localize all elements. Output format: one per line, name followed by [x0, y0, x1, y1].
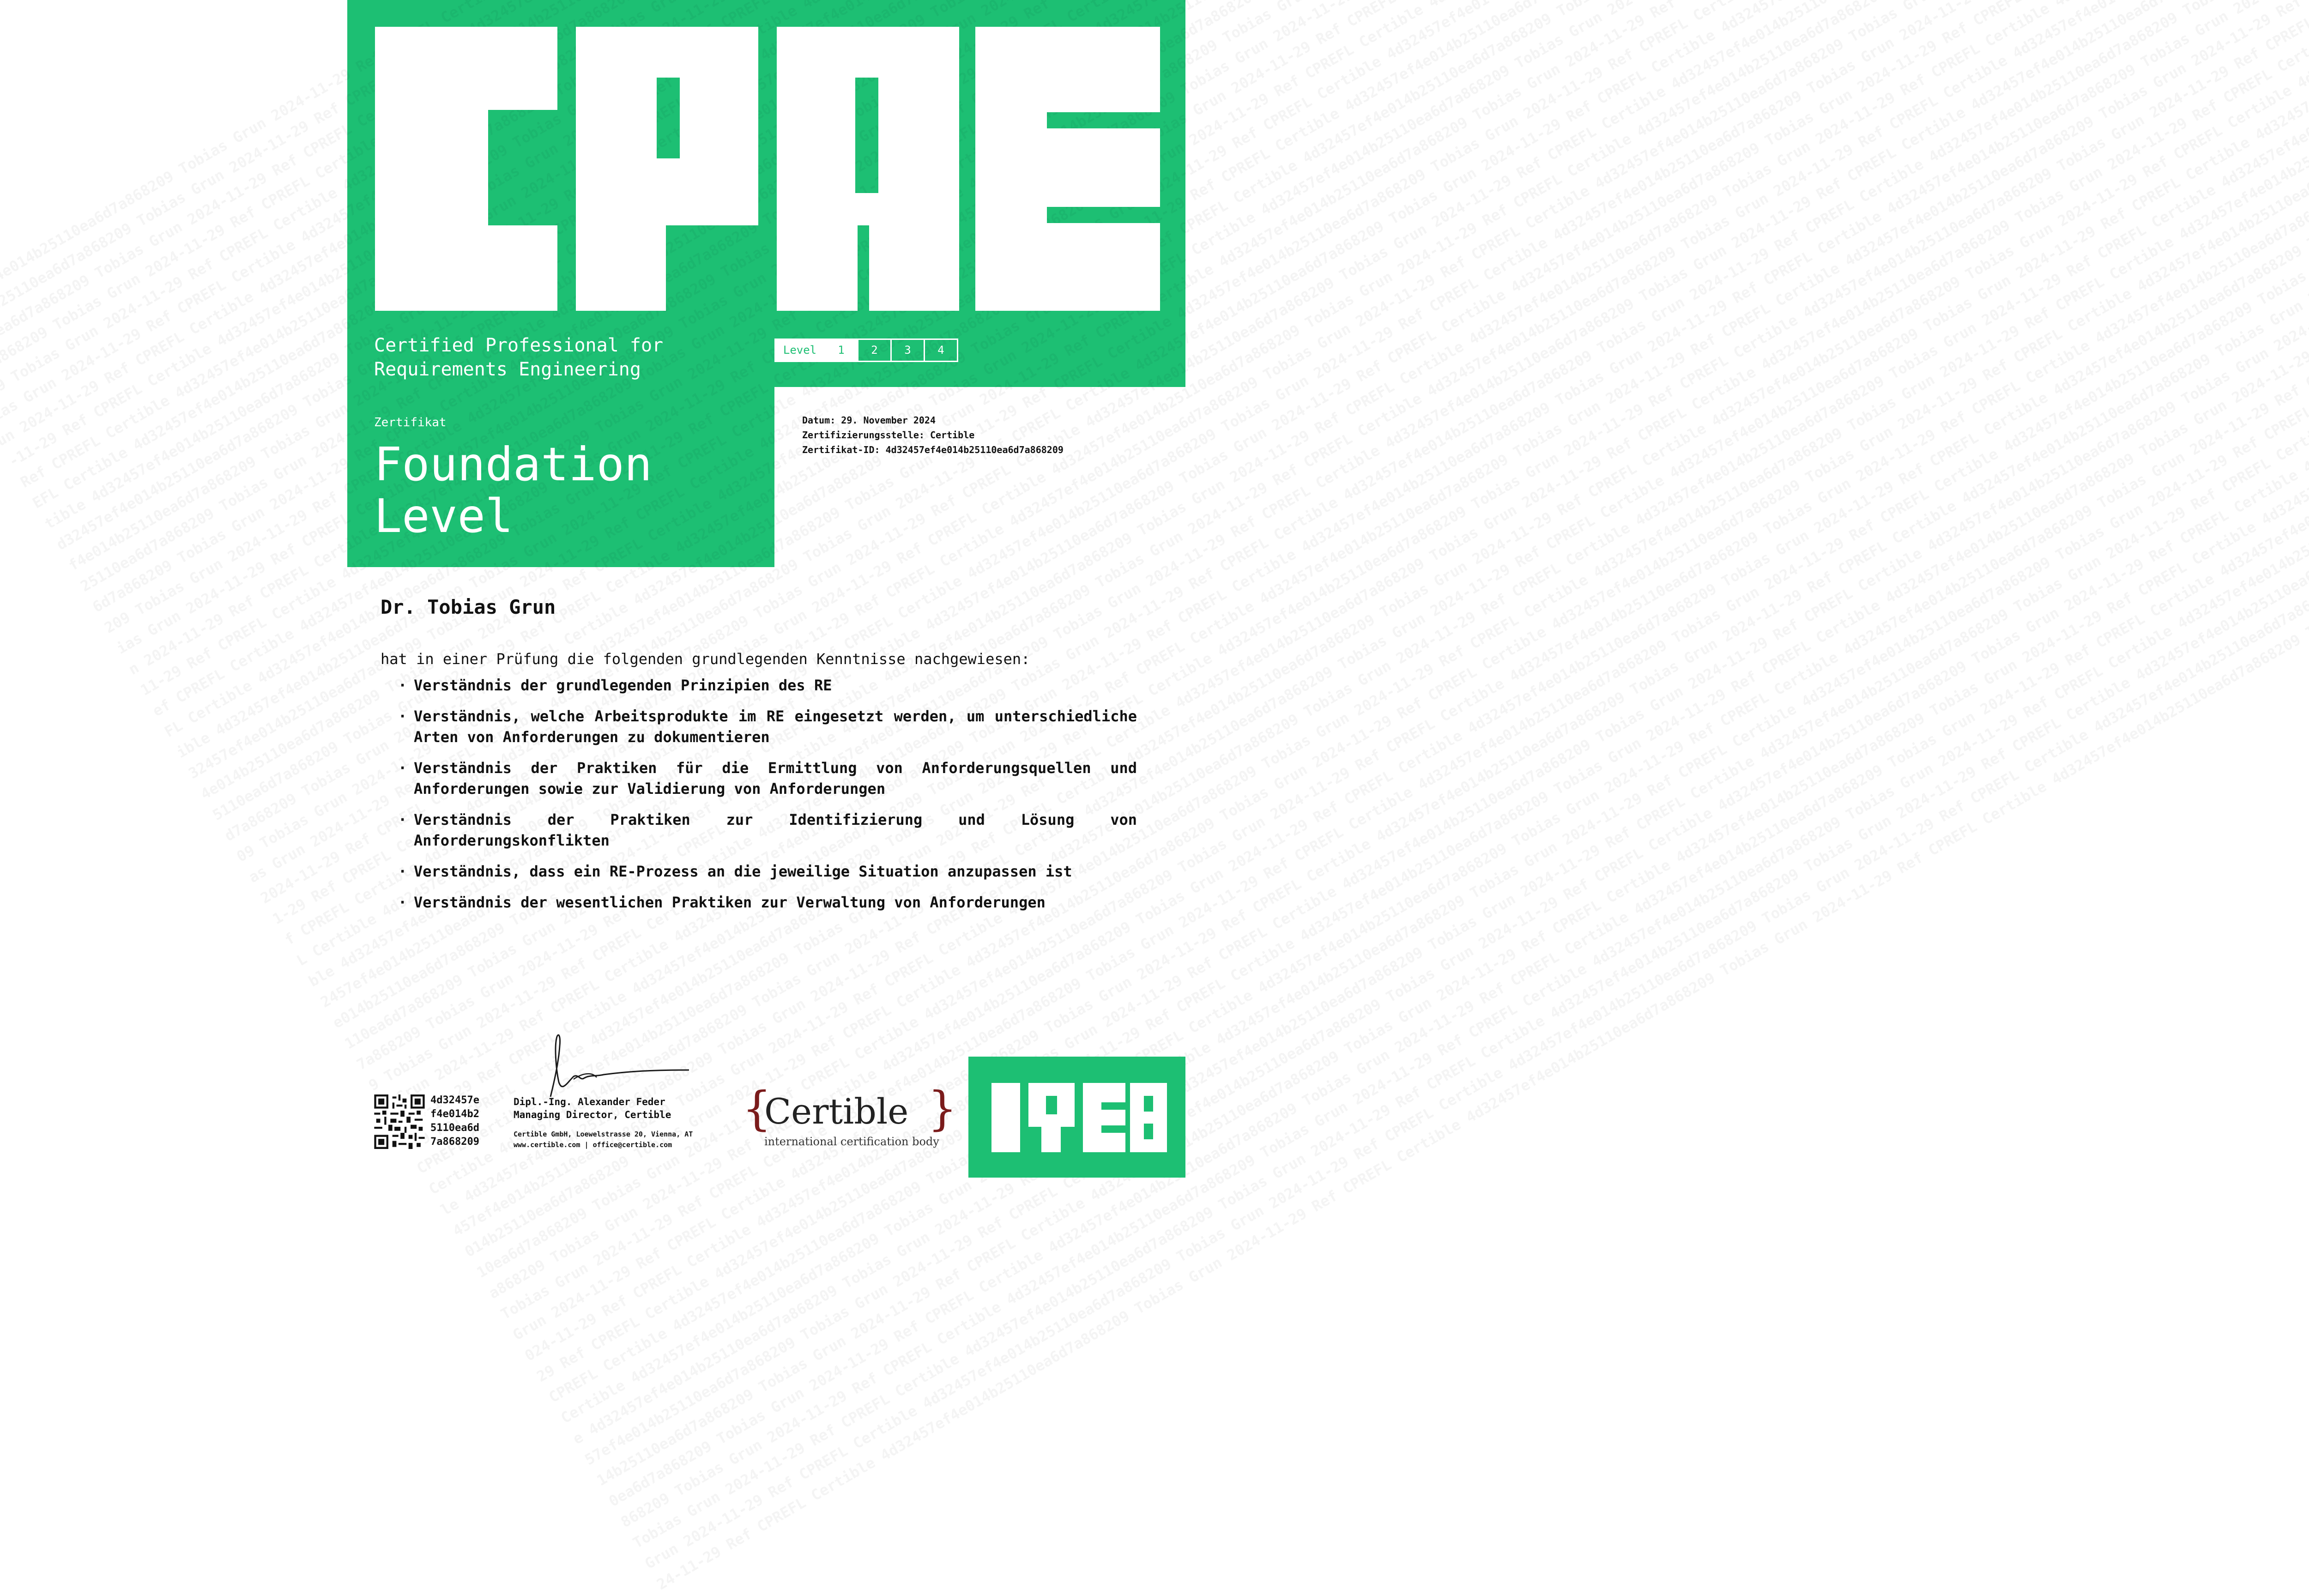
watermark-line [616, 913, 1668, 1534]
signer-block [514, 1095, 671, 1121]
certificate-title-line-2: Level [374, 489, 514, 543]
skills-list [398, 675, 1137, 923]
intro-text: hat in einer Prüfung die folgenden grundlegenden Kenntnisse nachgewiesen: [381, 650, 1030, 668]
certificate-title-line-1: Foundation [374, 437, 653, 491]
level-1: 1 [824, 340, 857, 361]
company-info [514, 1129, 693, 1150]
watermark-line [628, 933, 1680, 1554]
qr-id-line: 4d32457e [430, 1094, 479, 1106]
qr-id-line: f4e014b2 [430, 1108, 479, 1120]
qr-code-id [430, 1094, 479, 1149]
signer-role: Managing Director, Certible [514, 1109, 671, 1120]
watermark-line [640, 954, 1692, 1575]
certificate-title [374, 439, 743, 542]
company-address: Certible GmbH, Loewelstrasse 20, Vienna, AT [514, 1130, 693, 1138]
list-item [398, 861, 1137, 882]
certible-tagline: international certification body [764, 1135, 939, 1148]
level-4: 4 [924, 340, 957, 361]
skill-text: Verständnis, dass ein RE-Prozess an die jeweilige Situation anzupassen ist [414, 863, 1072, 880]
skill-text: Verständnis der grundlegenden Prinzipien des RE [414, 677, 832, 694]
qr-id-line: 7a868209 [430, 1136, 479, 1148]
level-indicator [774, 339, 958, 362]
certificate-date: Datum: 29. November 2024 [802, 415, 936, 426]
holder-name: Dr. Tobias Grun [381, 596, 556, 618]
certificate-label: Zertifikat [374, 416, 447, 429]
certible-logo [742, 1082, 957, 1152]
bullet-icon: · [398, 707, 407, 725]
certificate-id: Zertifikat-ID: 4d32457ef4e014b25110ea6d7a868209 [802, 444, 1064, 455]
skill-text: Verständnis der Praktiken zur Identifizierung und Lösung von Anforderungskonflikten [414, 811, 1137, 849]
level-label: Level [776, 340, 824, 361]
certificate-page [347, 0, 1185, 1178]
bullet-icon: · [398, 677, 407, 694]
level-2: 2 [857, 340, 890, 361]
program-subtitle [374, 333, 725, 381]
qr-id-line: 5110ea6d [430, 1122, 479, 1134]
subtitle-line-2: Requirements Engineering [374, 359, 641, 380]
list-item [398, 810, 1137, 851]
bullet-icon: · [398, 759, 407, 777]
bullet-icon: · [398, 811, 407, 828]
certible-wordmark: Certible [764, 1091, 909, 1132]
certible-brace-open: { [742, 1082, 772, 1136]
watermark-line [592, 871, 1644, 1492]
certible-brace-close: } [928, 1082, 957, 1136]
watermark-line [604, 892, 1656, 1513]
cpre-logo [375, 27, 1160, 311]
subtitle-line-1: Certified Professional for [374, 335, 664, 356]
skill-text: Verständnis, welche Arbeitsprodukte im RE eingesetzt werden, um unterschiedliche Arten von Anforderungen zu dokumentieren [414, 707, 1137, 746]
level-3: 3 [890, 340, 924, 361]
skill-text: Verständnis der wesentlichen Praktiken zur Verwaltung von Anforderungen [414, 894, 1046, 911]
company-contact: www.certible.com | office@certible.com [514, 1141, 672, 1149]
list-item [398, 758, 1137, 799]
certificate-metadata [802, 413, 1064, 457]
bullet-icon: · [398, 894, 407, 911]
skill-text: Verständnis der Praktiken für die Ermittlung von Anforderungsquellen und Anforderungen sowie zur Validierung von Anforderungen [414, 759, 1137, 798]
bullet-icon: · [398, 863, 407, 880]
qr-code-icon [374, 1094, 425, 1149]
ireb-logo [991, 1083, 1167, 1152]
certification-body: Zertifizierungsstelle: Certible [802, 429, 975, 441]
list-item [398, 675, 1137, 696]
signer-name: Dipl.-Ing. Alexander Feder [514, 1096, 665, 1107]
list-item [398, 706, 1137, 748]
signature [504, 1028, 698, 1097]
list-item [398, 892, 1137, 913]
